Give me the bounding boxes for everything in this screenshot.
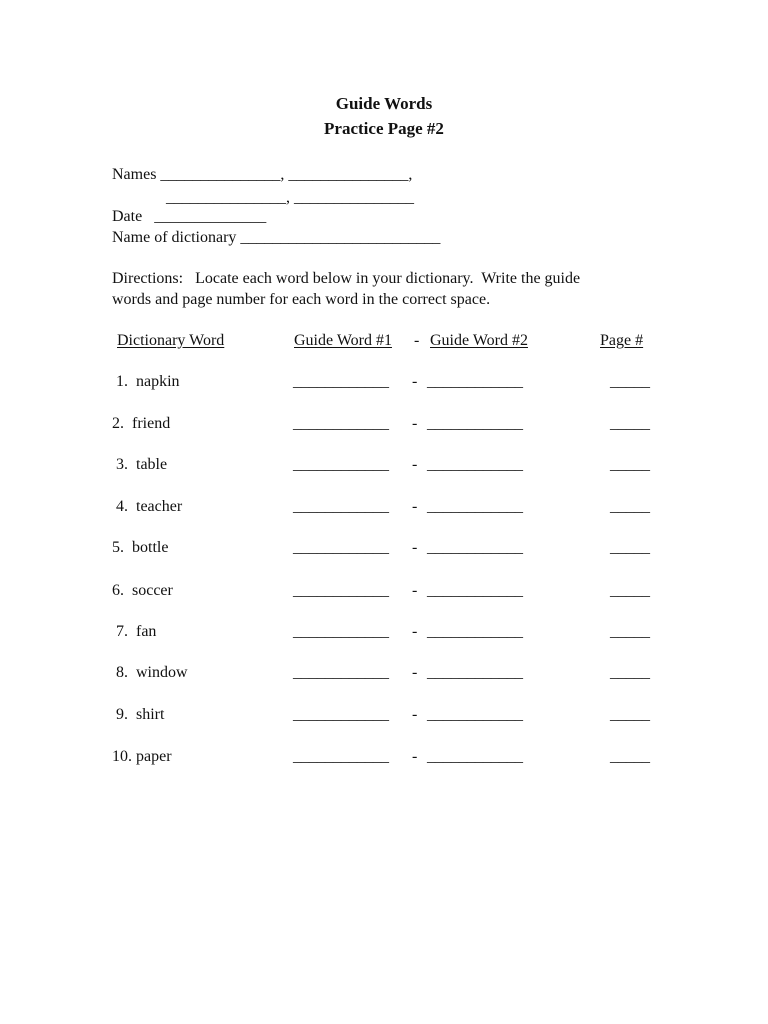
guide-word-1-blank: ____________ (293, 748, 389, 765)
dictionary-word: 10. paper (112, 748, 172, 765)
dictionary-word: 4. teacher (116, 498, 183, 515)
guide-word-1-blank: ____________ (293, 706, 389, 723)
dictionary-word: 8. window (116, 664, 188, 681)
dash: - (412, 415, 418, 432)
header-page-number: Page # (600, 332, 644, 349)
guide-word-1-blank: ____________ (293, 373, 389, 390)
guide-word-2-blank: ____________ (427, 664, 523, 681)
dictionary-word: 2. friend (112, 415, 171, 432)
names-line-2: _______________, _______________ (166, 189, 414, 206)
page-number-blank: _____ (610, 748, 650, 765)
guide-word-2-blank: ____________ (427, 373, 523, 390)
guide-word-1-blank: ____________ (293, 456, 389, 473)
page-number-blank: _____ (610, 539, 650, 556)
page-number-blank: _____ (610, 456, 650, 473)
dash: - (412, 373, 418, 390)
dictionary-word: 1. napkin (116, 373, 180, 390)
date-line: Date ______________ (112, 208, 267, 225)
header-guide-word-2: Guide Word #2 (430, 332, 528, 349)
guide-word-1-blank: ____________ (293, 582, 389, 599)
directions-line-2: words and page number for each word in the correct space. (112, 291, 491, 308)
guide-word-1-blank: ____________ (293, 539, 389, 556)
dictionary-line: Name of dictionary _________________________ (112, 229, 441, 246)
guide-word-2-blank: ____________ (427, 582, 523, 599)
page-number-blank: _____ (610, 623, 650, 640)
dash: - (412, 748, 418, 765)
page-number-blank: _____ (610, 706, 650, 723)
directions-line-1: Directions: Locate each word below in your dictionary. Write the guide (112, 270, 581, 287)
dash: - (412, 539, 418, 556)
guide-word-2-blank: ____________ (427, 456, 523, 473)
dash: - (412, 664, 418, 681)
dictionary-word: 3. table (116, 456, 168, 473)
dash: - (412, 498, 418, 515)
header-guide-word-1: Guide Word #1 (294, 332, 392, 349)
page-number-blank: _____ (610, 582, 650, 599)
page-number-blank: _____ (610, 373, 650, 390)
header-dash: - (414, 332, 420, 349)
guide-word-2-blank: ____________ (427, 539, 523, 556)
page-subtitle: Practice Page #2 (324, 119, 444, 138)
header-dictionary-word: Dictionary Word (117, 332, 225, 349)
guide-word-1-blank: ____________ (293, 664, 389, 681)
guide-word-2-blank: ____________ (427, 706, 523, 723)
page-number-blank: _____ (610, 664, 650, 681)
page-title: Guide Words (335, 94, 433, 113)
guide-word-1-blank: ____________ (293, 623, 389, 640)
page-number-blank: _____ (610, 498, 650, 515)
dash: - (412, 623, 418, 640)
dash: - (412, 582, 418, 599)
guide-word-2-blank: ____________ (427, 415, 523, 432)
dash: - (412, 706, 418, 723)
guide-word-1-blank: ____________ (293, 415, 389, 432)
names-line-1: Names _______________, _______________, (112, 166, 413, 183)
dictionary-word: 6. soccer (112, 582, 173, 599)
dictionary-word: 9. shirt (116, 706, 165, 723)
guide-word-2-blank: ____________ (427, 748, 523, 765)
dash: - (412, 456, 418, 473)
guide-word-2-blank: ____________ (427, 498, 523, 515)
page-number-blank: _____ (610, 415, 650, 432)
guide-word-2-blank: ____________ (427, 623, 523, 640)
dictionary-word: 5. bottle (112, 539, 169, 556)
guide-word-1-blank: ____________ (293, 498, 389, 515)
dictionary-word: 7. fan (116, 623, 157, 640)
